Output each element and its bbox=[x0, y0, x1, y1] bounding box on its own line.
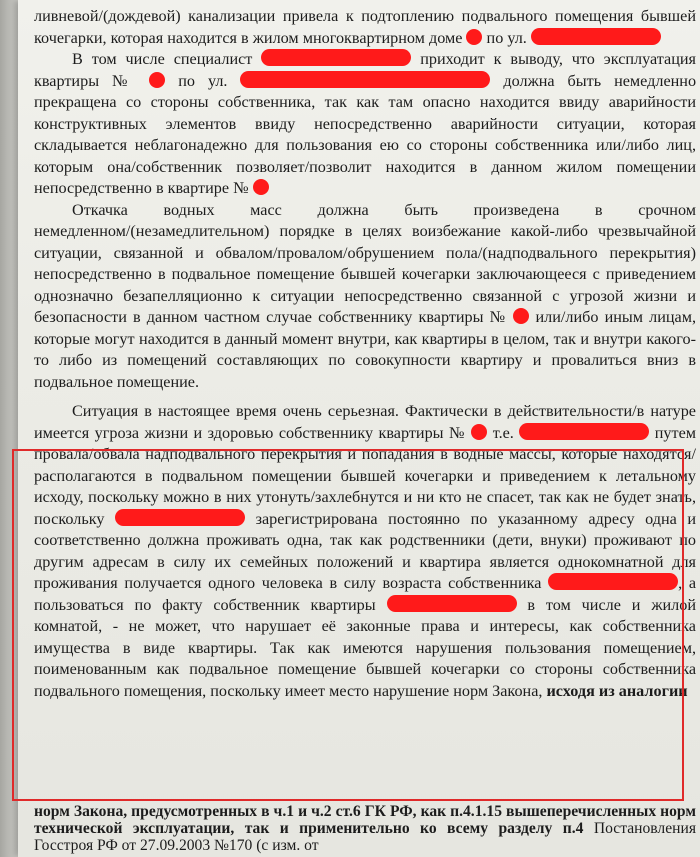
paragraph-4 bbox=[34, 803, 696, 854]
page-edge bbox=[0, 0, 18, 857]
text: зарегистрирована постоянно по указанному адресу одна и соответственно должна проживать одна, так как родственники (дети, внуки) проживают по другим адресам в силу их семейных положений и квартира является однокомнатной для проживания получается одного человека в силу возраста собственника bbox=[34, 509, 697, 592]
redaction-mark bbox=[387, 595, 517, 612]
text: Откачка водных масс должна быть произведена в срочном немедленном/(незамедлительном) порядке в целях воизбежание какой-либо чрезвычайной ситуации, связанной и обвалом/провалом/обрушением пола/(надподвального перекрытия) непосредственно в подвальное помещение бывшей кочегарки заключающееся с приведением однозначно безапелляционно к ситуации непосредственно связанной с угрозой жизни и безопасности в данном частном случае собственнику квартиры № bbox=[34, 200, 696, 326]
text: В том числе специалист bbox=[72, 50, 253, 68]
text: приходит к выводу, что эксплуатация квартиры № bbox=[34, 50, 697, 90]
text: по ул. bbox=[486, 28, 527, 47]
paragraph-2 bbox=[34, 200, 696, 394]
redaction-mark bbox=[253, 179, 269, 195]
paragraph-3 bbox=[34, 401, 696, 702]
redaction-mark bbox=[531, 28, 661, 45]
paragraph-0 bbox=[34, 6, 696, 49]
redaction-mark bbox=[548, 573, 678, 590]
bold-text: исходя из аналогии bbox=[546, 681, 688, 700]
text: путем провала/обвала надподвального перекрытия и попадания в водные массы, которые находятся/располагаются в подвальном помещении бывшей кочегарки и приведением к летальному исходу, поскольку можно в них утонуть/захлебнутся и ни кто не спасет, так как не будет знать, поскольку bbox=[34, 423, 696, 528]
redaction-mark bbox=[240, 71, 490, 88]
text: должна быть немедленно прекращена со стороны собственника, так как там опасно находится ввиду аварийности конструктивных элементов ввиду непосредственно аварийности ситуации, которая складывается неблагонадежно для пользования ею со стороны собственника или/либо лиц, которым она/собственник позволяет/позволит находится в данном жилом помещении непосредственно в квартире № bbox=[34, 71, 697, 197]
text: Постановления Госстроя РФ от 27.09.2003 №170 (с изм. от bbox=[34, 820, 697, 854]
text: т.е. bbox=[492, 423, 514, 442]
redaction-mark bbox=[261, 49, 411, 66]
redaction-mark bbox=[471, 424, 487, 440]
redaction-mark bbox=[513, 308, 529, 324]
document-page bbox=[18, 0, 700, 857]
document-body bbox=[34, 6, 696, 702]
text: или/либо иным лицам, которые могут находится в данный момент внутри, как квартиры в целом, так и внутри какого-то либо из помещений составляющих по совокупности квартиру и провалиться вниз в подвальное помещение. bbox=[34, 308, 697, 391]
document-footer-text bbox=[34, 803, 696, 854]
text: по ул. bbox=[178, 71, 228, 90]
redaction-mark bbox=[149, 72, 165, 88]
redaction-mark bbox=[519, 423, 649, 440]
redaction-mark bbox=[466, 29, 482, 45]
text: в том числе и жилой комнатой, - не может, что нарушает её законные права и интересы, как собственника имущества в виде квартиры. Так как имеются нарушения пользования помещением, поименованным как подвальное помещение бывшей кочегарки со стороны собственника подвального помещения, поскольку имеет место нарушение норм Закона, bbox=[34, 595, 697, 700]
text: Ситуация в настоящее время очень серьезная. Фактически в действительности/в натуре имеется угроза жизни и здоровью собственнику квартиры № bbox=[34, 402, 696, 442]
redaction-mark bbox=[115, 509, 245, 526]
paragraph-1 bbox=[34, 49, 696, 200]
text: , а пользоваться по факту собственник квартиры bbox=[34, 574, 697, 614]
text: ливневой/(дождевой) канализации привела к подтоплению подвального помещения бывшей кочегарки, которая находится в жилом многоквартирном доме bbox=[34, 7, 696, 47]
bold-text: норм Закона, предусмотренных в ч.1 и ч.2 ст.6 ГК РФ, как п.4.1.15 вышеперечисленных норм технической эксплуатации, так и применительно ко всему разделу п.4 bbox=[34, 803, 696, 837]
